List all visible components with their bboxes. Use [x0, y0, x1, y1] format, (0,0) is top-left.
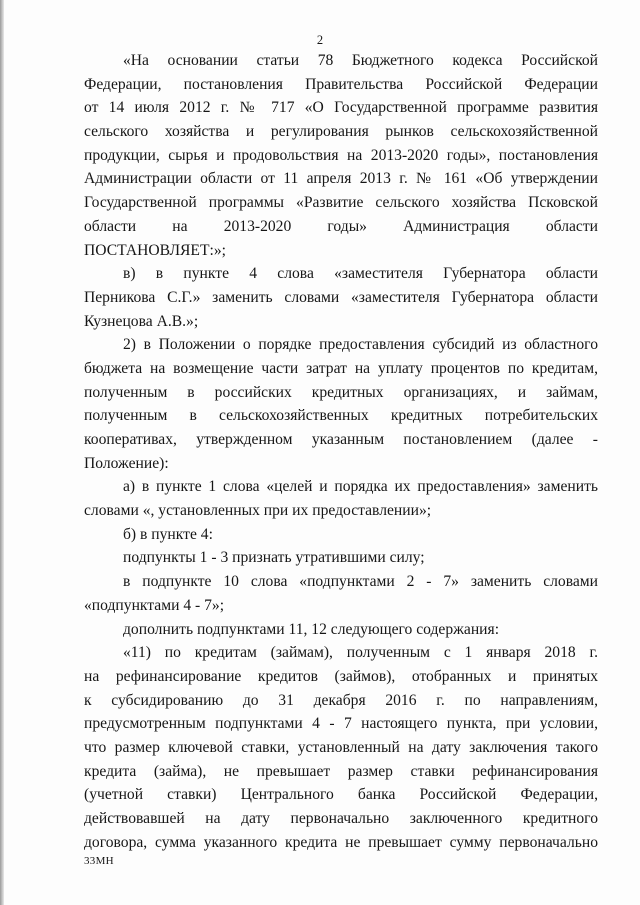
text-line: в подпункте 10 слова «подпунктами 2 - 7» заменить словами	[123, 573, 598, 591]
text-line: подпункты 1 - 3 признать утратившими силу;	[123, 549, 425, 567]
text-line: дополнить подпунктами 11, 12 следующего содержания:	[123, 620, 500, 638]
text-line: продукции, сырья и продовольствия на 2013-2020 годы», постановления	[84, 146, 598, 164]
text-line: 2) в Положении о порядке предоставления субсидий из областного	[123, 336, 598, 354]
text-line: б) в пункте 4:	[123, 525, 213, 543]
text-line: что размер ключевой ставки, установленный на дату заключения такого	[84, 738, 598, 756]
text-line: области на 2013-2020 годы» Администрация области	[84, 217, 598, 235]
text-line: от 14 июля 2012 г. № 717 «О Государственной программе развития	[84, 99, 598, 117]
text-line: «На основании статьи 78 Бюджетного кодекса Российской	[123, 52, 598, 69]
text-line: Кузнецова А.В.»;	[84, 312, 199, 330]
text-line: предусмотренным подпунктами 4 - 7 настоящего пункта, при условии,	[84, 715, 598, 733]
text-line: действовавшей на дату первоначально заключенного кредитного	[84, 810, 598, 827]
text-line: Федерации, постановления Правительства Российской Федерации	[84, 75, 598, 93]
text-line: кредита (займа), не превышает размер ставки рефинансирования	[84, 762, 598, 780]
text-line: в) в пункте 4 слова «заместителя Губернатора области	[123, 265, 598, 283]
text-line: а) в пункте 1 слова «целей и порядка их предоставления» заменить	[123, 478, 598, 496]
text-line: договора, сумма указанного кредита не превышает сумму первоначально	[84, 833, 598, 851]
text-line: полученным в сельскохозяйственных кредитных потребительских	[84, 407, 598, 425]
text-line: Положение):	[84, 454, 169, 472]
text-line: Государственной программы «Развитие сельского хозяйства Псковской	[84, 194, 598, 212]
text-line: «11) по кредитам (займам), полученным с 1 января 2018 г.	[123, 644, 598, 662]
text-line: (учетной ставки) Центрального банка Российской Федерации,	[84, 786, 598, 804]
text-line: на рефинансирование кредитов (займов), отобранных и принятых	[84, 667, 598, 685]
text-line: ПОСТАНОВЛЯЕТ:»;	[84, 241, 226, 259]
text-line: «подпунктами 4 - 7»;	[84, 596, 225, 614]
text-line: к субсидированию до 31 декабря 2016 г. по направлениям,	[84, 691, 598, 709]
page-number: 2	[316, 33, 324, 47]
document-body	[84, 49, 598, 854]
text-line: сельского хозяйства и регулирования рынков сельскохозяйственной	[84, 123, 598, 141]
scan-edge-shadow	[0, 0, 4, 905]
text-line: Перникова С.Г.» заменить словами «заместителя Губернатора области	[84, 288, 598, 306]
text-line: бюджета на возмещение части затрат на уплату процентов по кредитам,	[84, 359, 598, 377]
text-line: кооперативах, утвержденном указанным постановлением (далее -	[84, 431, 598, 448]
text-line: Администрации области от 11 апреля 2013 г. № 161 «Об утверждении	[84, 170, 598, 188]
text-line: полученным в российских кредитных организациях, и займам,	[84, 383, 598, 401]
text-line: словами «, установленных при их предоставлении»;	[84, 502, 432, 520]
footer-code: 33МН	[84, 855, 114, 867]
